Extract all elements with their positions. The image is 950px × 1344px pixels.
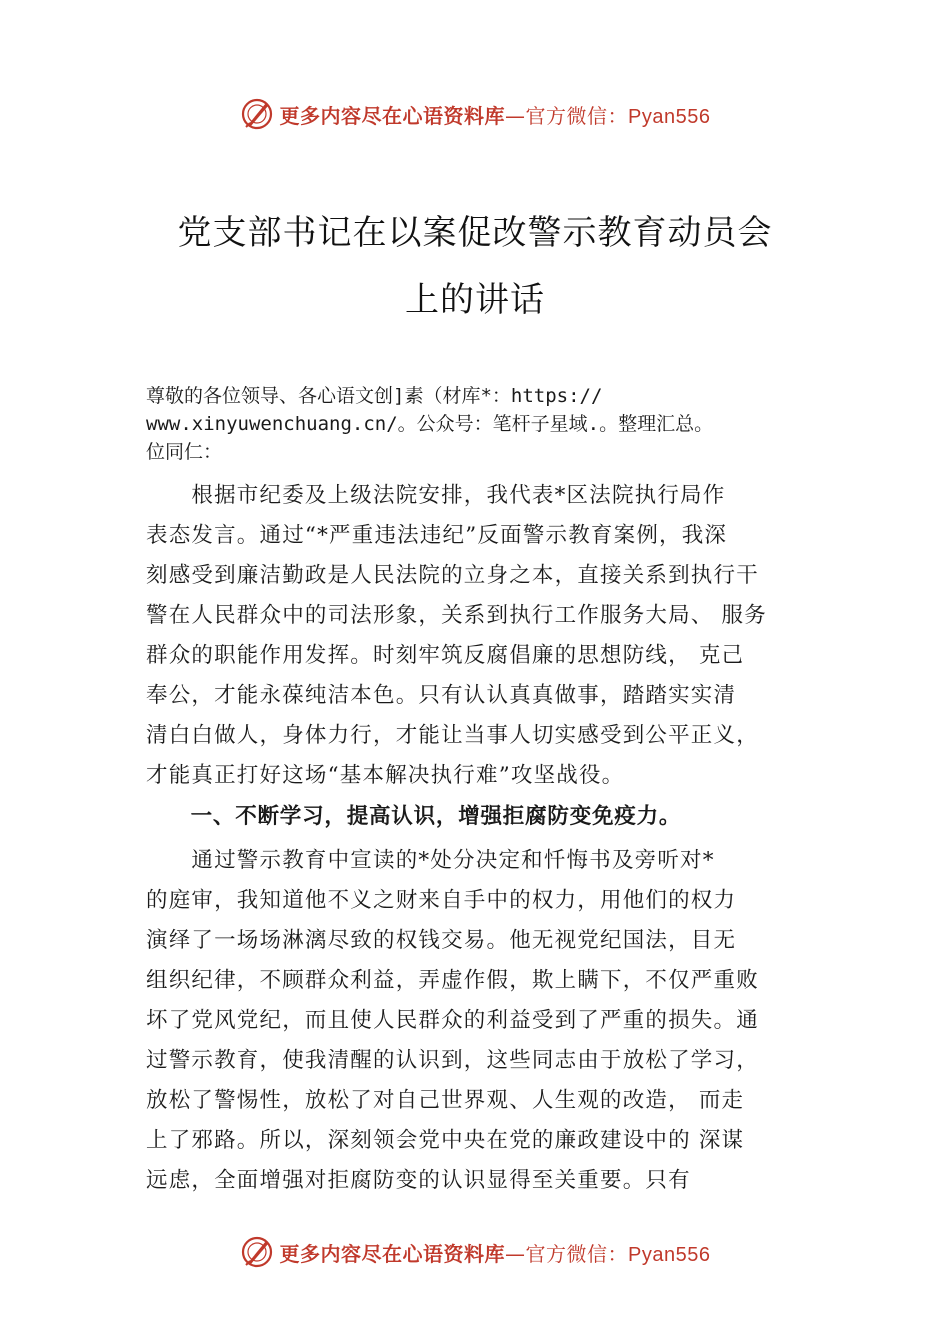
salutation-line-2: www.xinyuwenchuang.cn/。公众号：笔杆子星域.。整理汇总。 <box>146 413 714 435</box>
footer-banner <box>0 1232 950 1272</box>
banner-text <box>280 100 711 129</box>
banner-handle: Pyan556 <box>628 1243 711 1266</box>
quill-seal-icon <box>240 1235 274 1269</box>
salutation-line-3: 位同仁： <box>146 441 223 463</box>
paragraph-line: 过警示教育，使我清醒的认识到，这些同志由于放松了学习， <box>146 1048 759 1073</box>
paragraph-line: 奉公，才能永葆纯洁本色。只有认认真真做事，踏踏实实清 <box>146 683 737 708</box>
paragraph-line: 清白白做人，身体力行，才能让当事人切实感受到公平正义， <box>146 723 759 748</box>
banner-wechat-label: 官方微信： <box>525 103 629 128</box>
banner-text <box>280 1238 711 1267</box>
banner-handle: Pyan556 <box>628 105 711 128</box>
page-title-line-2: 上的讲话 <box>405 280 545 320</box>
paragraph-line: 上了邪路。所以，深刻领会党中央在党的廉政建设中的 深谋 <box>146 1128 745 1153</box>
paragraph-line: 才能真正打好这场“基本解决执行难”攻坚战役。 <box>146 763 625 788</box>
salutation-block <box>146 382 846 466</box>
paragraph-line: 坏了党风党纪，而且使人民群众的利益受到了严重的损失。通 <box>146 1008 759 1033</box>
paragraph-line: 根据市纪委及上级法院安排，我代表*区法院执行局作 <box>146 483 726 508</box>
page-title-line-1: 党支部书记在以案促改警示教育动员会 <box>177 213 773 253</box>
banner-brand: 更多内容尽在心语资料库 <box>279 1241 506 1266</box>
quill-seal-icon <box>240 97 274 131</box>
paragraph-line: 群众的职能作用发挥。时刻牢筑反腐倡廉的思想防线， 克己 <box>146 643 745 668</box>
paragraph-line: 的庭审，我知道他不义之财来自手中的权力，用他们的权力 <box>146 888 737 913</box>
banner-brand: 更多内容尽在心语资料库 <box>279 103 506 128</box>
paragraph-line: 刻感受到廉洁勤政是人民法院的立身之本，直接关系到执行干 <box>146 563 759 588</box>
section-heading-1: 一、不断学习，提高认识，增强拒腐防变免疫力。 <box>146 804 682 829</box>
banner-wechat-label: 官方微信： <box>525 1241 629 1266</box>
paragraph-line: 演绎了一场场淋漓尽致的权钱交易。他无视党纪国法，目无 <box>146 928 737 953</box>
banner-dash: — <box>505 1241 526 1266</box>
salutation-line-1: 尊敬的各位领导、各心语文创]素（材库*：https:// <box>146 385 603 407</box>
paragraph-line: 放松了警惕性，放松了对自己世界观、人生观的改造， 而走 <box>146 1088 745 1113</box>
paragraph-line: 通过警示教育中宣读的*处分决定和忏悔书及旁听对* <box>146 848 715 873</box>
paragraph-line: 表态发言。通过“*严重违法违纪”反面警示教育案例，我深 <box>146 523 728 548</box>
paragraph-line: 警在人民群众中的司法形象，关系到执行工作服务大局、 服务 <box>146 603 767 628</box>
header-banner <box>0 94 950 134</box>
paragraph-line: 远虑，全面增强对拒腐防变的认识显得至关重要。只有 <box>146 1168 691 1193</box>
paragraph-line: 组织纪律，不顾群众利益，弄虚作假，欺上瞒下，不仅严重败 <box>146 968 759 993</box>
banner-dash: — <box>505 103 526 128</box>
